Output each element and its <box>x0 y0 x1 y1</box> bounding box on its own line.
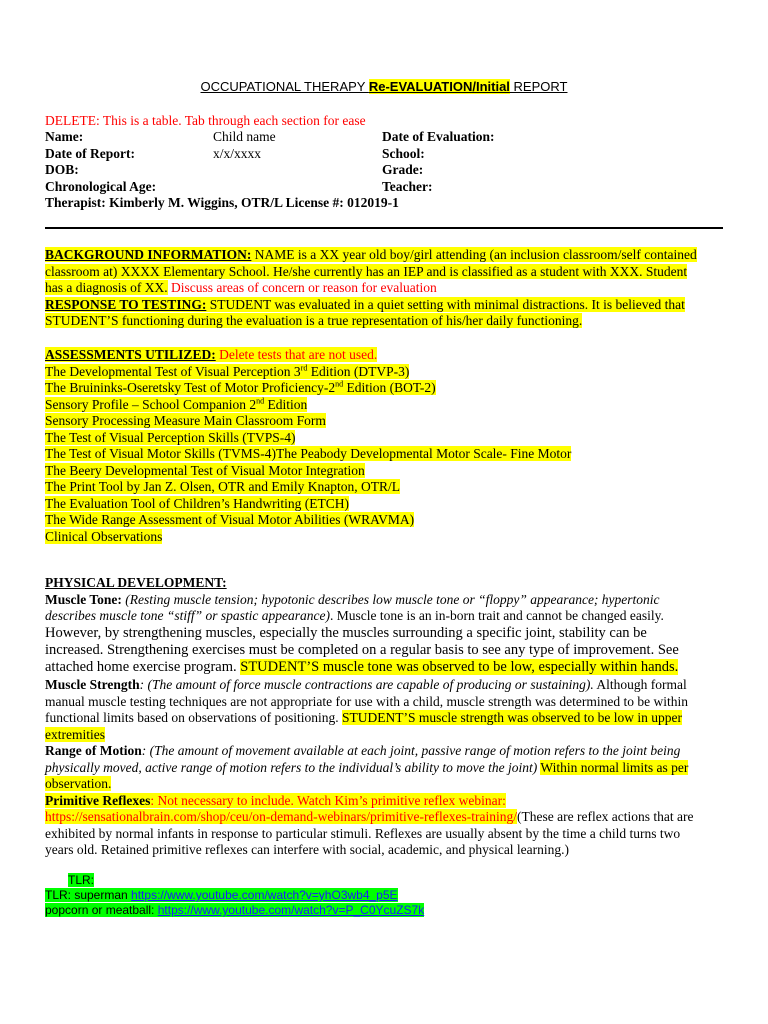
chrono-age-label: Chronological Age: <box>45 179 157 194</box>
tlr-superman-label: TLR: superman <box>45 888 132 902</box>
report-title <box>0 79 768 94</box>
name-value: Child name <box>213 129 276 144</box>
muscle-strength-text-2: manual muscle testing techniques are not appropriate for use with a child, muscle strength was determined to be within <box>45 693 688 709</box>
date-report-label: Date of Report: <box>45 146 135 161</box>
background-heading: BACKGROUND INFORMATION: <box>45 247 252 262</box>
reflex-text-3: years old. Retained primitive reflexes can interfere with social, academic, and physical learning.) <box>45 842 570 857</box>
rom-definition-1: : (The amount of movement available at each joint, passive range of motion refers to the joint being <box>141 743 681 758</box>
assessment-item: The Beery Developmental Test of Visual Motor Integration <box>45 462 365 478</box>
delete-note: DELETE: This is a table. Tab through each section for ease <box>45 113 366 128</box>
tlr-superman-link[interactable]: https://www.youtube.com/watch?v=yhO3wb4_p5E <box>131 888 398 902</box>
title-prefix: OCCUPATIONAL THERAPY <box>200 79 369 94</box>
date-report-value: x/x/xxxx <box>213 146 262 161</box>
muscle-tone-definition-1: (Resting muscle tension; hypotonic describes low muscle tone or “floppy” appearance; hypertonic <box>121 591 660 607</box>
name-label: Name: <box>45 129 84 144</box>
background-text-3: has a diagnosis of XX. <box>45 280 168 295</box>
physical-development-section <box>45 575 725 625</box>
muscle-tone-text-5: attached home exercise program. <box>45 659 241 675</box>
teacher-label: Teacher: <box>382 179 433 194</box>
assessments-section <box>45 347 725 545</box>
assessment-item: The Wide Range Assessment of Visual Motor Abilities (WRAVMA) <box>45 512 415 527</box>
response-text-2: STUDENT’S functioning during the evaluation is a true representation of his/her daily functioning. <box>45 313 583 328</box>
reflex-text-2: exhibited by normal infants in response to particular stimuli. Reflexes are usually absent by the time a child turns two <box>45 825 681 841</box>
title-highlight: Re-EVALUATION/Initial <box>368 79 510 94</box>
assessment-item: Clinical Observations <box>45 528 163 544</box>
assessments-heading: ASSESSMENTS UTILIZED: <box>45 347 216 362</box>
muscle-strength-text-1: Although formal <box>593 677 687 692</box>
muscle-tone-label: Muscle Tone: <box>45 591 122 607</box>
assessment-item: The Evaluation Tool of Children’s Handwriting (ETCH) <box>45 495 350 511</box>
tlr-heading: TLR: <box>68 873 95 887</box>
response-heading: RESPONSE TO TESTING: <box>45 296 207 312</box>
rom-label: Range of Motion <box>45 743 142 758</box>
muscle-tone-definition-2: describes muscle tone “stiff” or spastic appearance) <box>45 608 330 623</box>
background-note: Discuss areas of concern or reason for evaluation <box>167 280 437 295</box>
assessments-note: Delete tests that are not used. <box>215 347 378 362</box>
reflex-label: Primitive Reflexes <box>45 792 151 808</box>
muscle-strength-result-1: STUDENT’S muscle strength was observed to be low in upper <box>341 710 683 725</box>
dob-label: DOB: <box>45 162 79 177</box>
muscle-strength-section <box>45 677 725 859</box>
muscle-tone-text-3: However, by strengthening muscles, especially the muscles surrounding a specific joint, stability can be <box>45 625 647 641</box>
muscle-strength-label: Muscle Strength <box>45 677 140 692</box>
background-text-2: classroom at) XXXX Elementary School. He/she currently has an IEP and is classified as a student with XXX. Student <box>45 263 688 279</box>
muscle-tone-body <box>45 625 725 676</box>
title-suffix: REPORT <box>509 79 568 94</box>
background-section <box>45 247 725 330</box>
reflex-note: : Not necessary to include. Watch Kim’s primitive reflex webinar: <box>150 792 506 808</box>
assessment-item: The Developmental Test of Visual Perception 3rd Edition (DTVP-3) <box>45 363 410 379</box>
tlr-section <box>45 873 725 918</box>
muscle-tone-text-2: . Muscle tone is an in-born trait and cannot be changed easily. <box>329 608 664 623</box>
muscle-strength-result-2: extremities <box>45 726 105 742</box>
assessment-item: The Test of Visual Motor Skills (TVMS-4)The Peabody Developmental Motor Scale- Fine Motor <box>45 446 572 461</box>
muscle-tone-result: STUDENT’S muscle tone was observed to be low, especially within hands. <box>240 659 679 675</box>
muscle-strength-definition: : (The amount of force muscle contractions are capable of producing or sustaining). <box>139 677 594 692</box>
reflex-text-1: (These are reflex actions that are <box>517 809 694 824</box>
therapist-line: Therapist: Kimberly M. Wiggins, OTR/L License #: 012019-1 <box>45 195 399 210</box>
background-text-1: NAME is a XX year old boy/girl attending (an inclusion classroom/self contained <box>251 247 697 262</box>
assessment-item: The Print Tool by Jan Z. Olsen, OTR and Emily Knapton, OTR/L <box>45 479 401 494</box>
muscle-tone-text-4: increased. Strengthening exercises must be completed on a regular basis to see any type of improvement. See <box>45 642 679 658</box>
physical-heading: PHYSICAL DEVELOPMENT: <box>45 575 227 590</box>
section-divider <box>45 227 723 229</box>
tlr-popcorn-link[interactable]: https://www.youtube.com/watch?v=P_C0YcuZS7k <box>157 903 425 917</box>
date-eval-label: Date of Evaluation: <box>382 129 495 144</box>
assessment-item: Sensory Processing Measure Main Classroom Form <box>45 413 326 428</box>
school-label: School: <box>382 146 425 161</box>
assessment-item: Sensory Profile – School Companion 2nd Edition <box>45 396 308 412</box>
muscle-strength-text-3: functional limits based on observations of positioning. <box>45 710 342 725</box>
rom-result-1: Within normal limits as per <box>540 759 689 775</box>
tlr-popcorn-label: popcorn or meatball: <box>45 903 158 917</box>
assessment-item: The Bruininks-Oseretsky Test of Motor Proficiency-2nd Edition (BOT-2) <box>45 379 436 395</box>
assessment-item: The Test of Visual Perception Skills (TVPS-4) <box>45 429 296 445</box>
response-text-1: STUDENT was evaluated in a quiet setting with minimal distractions. It is believed that <box>206 296 685 312</box>
reflex-webinar-link[interactable]: https://sensationalbrain.com/shop/ceu/on-demand-webinars/primitive-reflexes-training/ <box>45 809 517 824</box>
grade-label: Grade: <box>382 162 424 177</box>
rom-definition-2: physically moved, active range of motion refers to the individual’s ability to move the joint) <box>45 759 538 775</box>
rom-result-2: observation. <box>45 776 112 791</box>
